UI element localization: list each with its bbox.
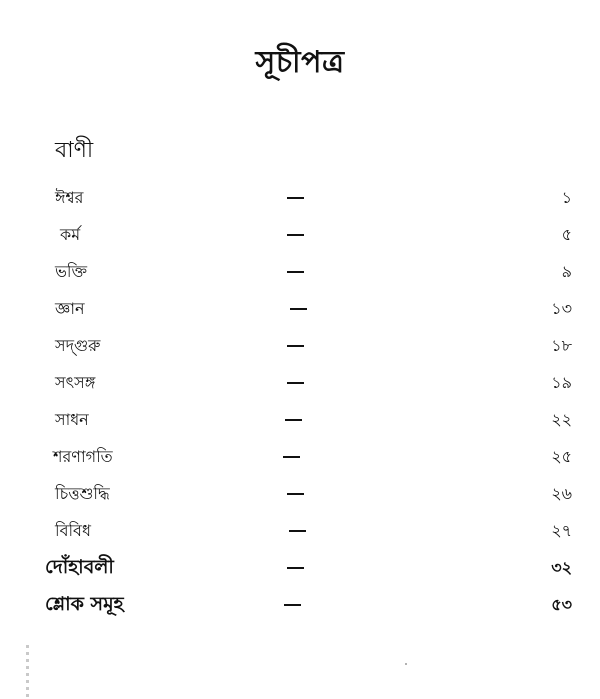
toc-entry-label: ঈশ্বর bbox=[55, 188, 84, 207]
toc-entry-label: জ্ঞান bbox=[55, 299, 85, 318]
toc-entry-page: ২৬ bbox=[551, 484, 572, 503]
leader-dash bbox=[287, 345, 304, 347]
leader-dash bbox=[287, 493, 304, 495]
toc-entry-label: সৎসঙ্গ bbox=[55, 373, 96, 392]
leader-dash bbox=[290, 308, 307, 310]
table-of-contents bbox=[0, 185, 600, 629]
toc-entry-label: দোঁহাবলী bbox=[45, 556, 114, 578]
leader-dash bbox=[287, 234, 304, 236]
leader-dash bbox=[287, 567, 304, 569]
toc-entry-label: চিত্তশুদ্ধি bbox=[55, 484, 110, 503]
toc-entry-label: সাধন bbox=[55, 410, 89, 429]
toc-entry-label: কর্ম bbox=[60, 225, 81, 244]
toc-entry bbox=[0, 333, 600, 370]
toc-entry-page: ৩২ bbox=[551, 558, 572, 577]
toc-entry bbox=[0, 555, 600, 592]
toc-entry-page: ১৯ bbox=[551, 373, 572, 392]
leader-dash bbox=[287, 197, 304, 199]
toc-entry-page: ১৮ bbox=[551, 336, 572, 355]
toc-entry-label: শরণাগতি bbox=[53, 447, 113, 466]
toc-entry-label: সদ্‌গুরু bbox=[55, 336, 101, 355]
toc-entry-page: ৫৩ bbox=[551, 595, 572, 614]
toc-entry-page: ৫ bbox=[561, 225, 572, 244]
toc-entry-page: ২২ bbox=[551, 410, 572, 429]
toc-entry bbox=[0, 407, 600, 444]
toc-entry bbox=[0, 481, 600, 518]
leader-dash bbox=[285, 419, 302, 421]
toc-entry bbox=[0, 296, 600, 333]
toc-entry-page: ২৭ bbox=[551, 521, 572, 540]
toc-entry-page: ২৫ bbox=[551, 447, 572, 466]
scan-speck bbox=[405, 663, 407, 665]
toc-entry bbox=[0, 370, 600, 407]
toc-entry-page: ১৩ bbox=[551, 299, 572, 318]
toc-entry-page: ৯ bbox=[561, 262, 572, 281]
section-heading: বাণী bbox=[55, 138, 94, 163]
scan-edge-mark bbox=[26, 645, 29, 699]
leader-dash bbox=[283, 456, 300, 458]
toc-entry bbox=[0, 259, 600, 296]
leader-dash bbox=[287, 271, 304, 273]
toc-entry bbox=[0, 222, 600, 259]
toc-entry-label: শ্লোক সমূহ bbox=[45, 593, 124, 615]
toc-entry bbox=[0, 444, 600, 481]
toc-entry-label: বিবিধ bbox=[55, 521, 91, 540]
toc-entry bbox=[0, 518, 600, 555]
toc-entry-label: ভক্তি bbox=[55, 262, 88, 281]
toc-entry bbox=[0, 185, 600, 222]
leader-dash bbox=[289, 530, 306, 532]
toc-entry-page: ১ bbox=[561, 188, 572, 207]
page-title: সূচীপত্র bbox=[255, 45, 345, 80]
leader-dash bbox=[287, 382, 304, 384]
leader-dash bbox=[284, 604, 301, 606]
toc-entry bbox=[0, 592, 600, 629]
